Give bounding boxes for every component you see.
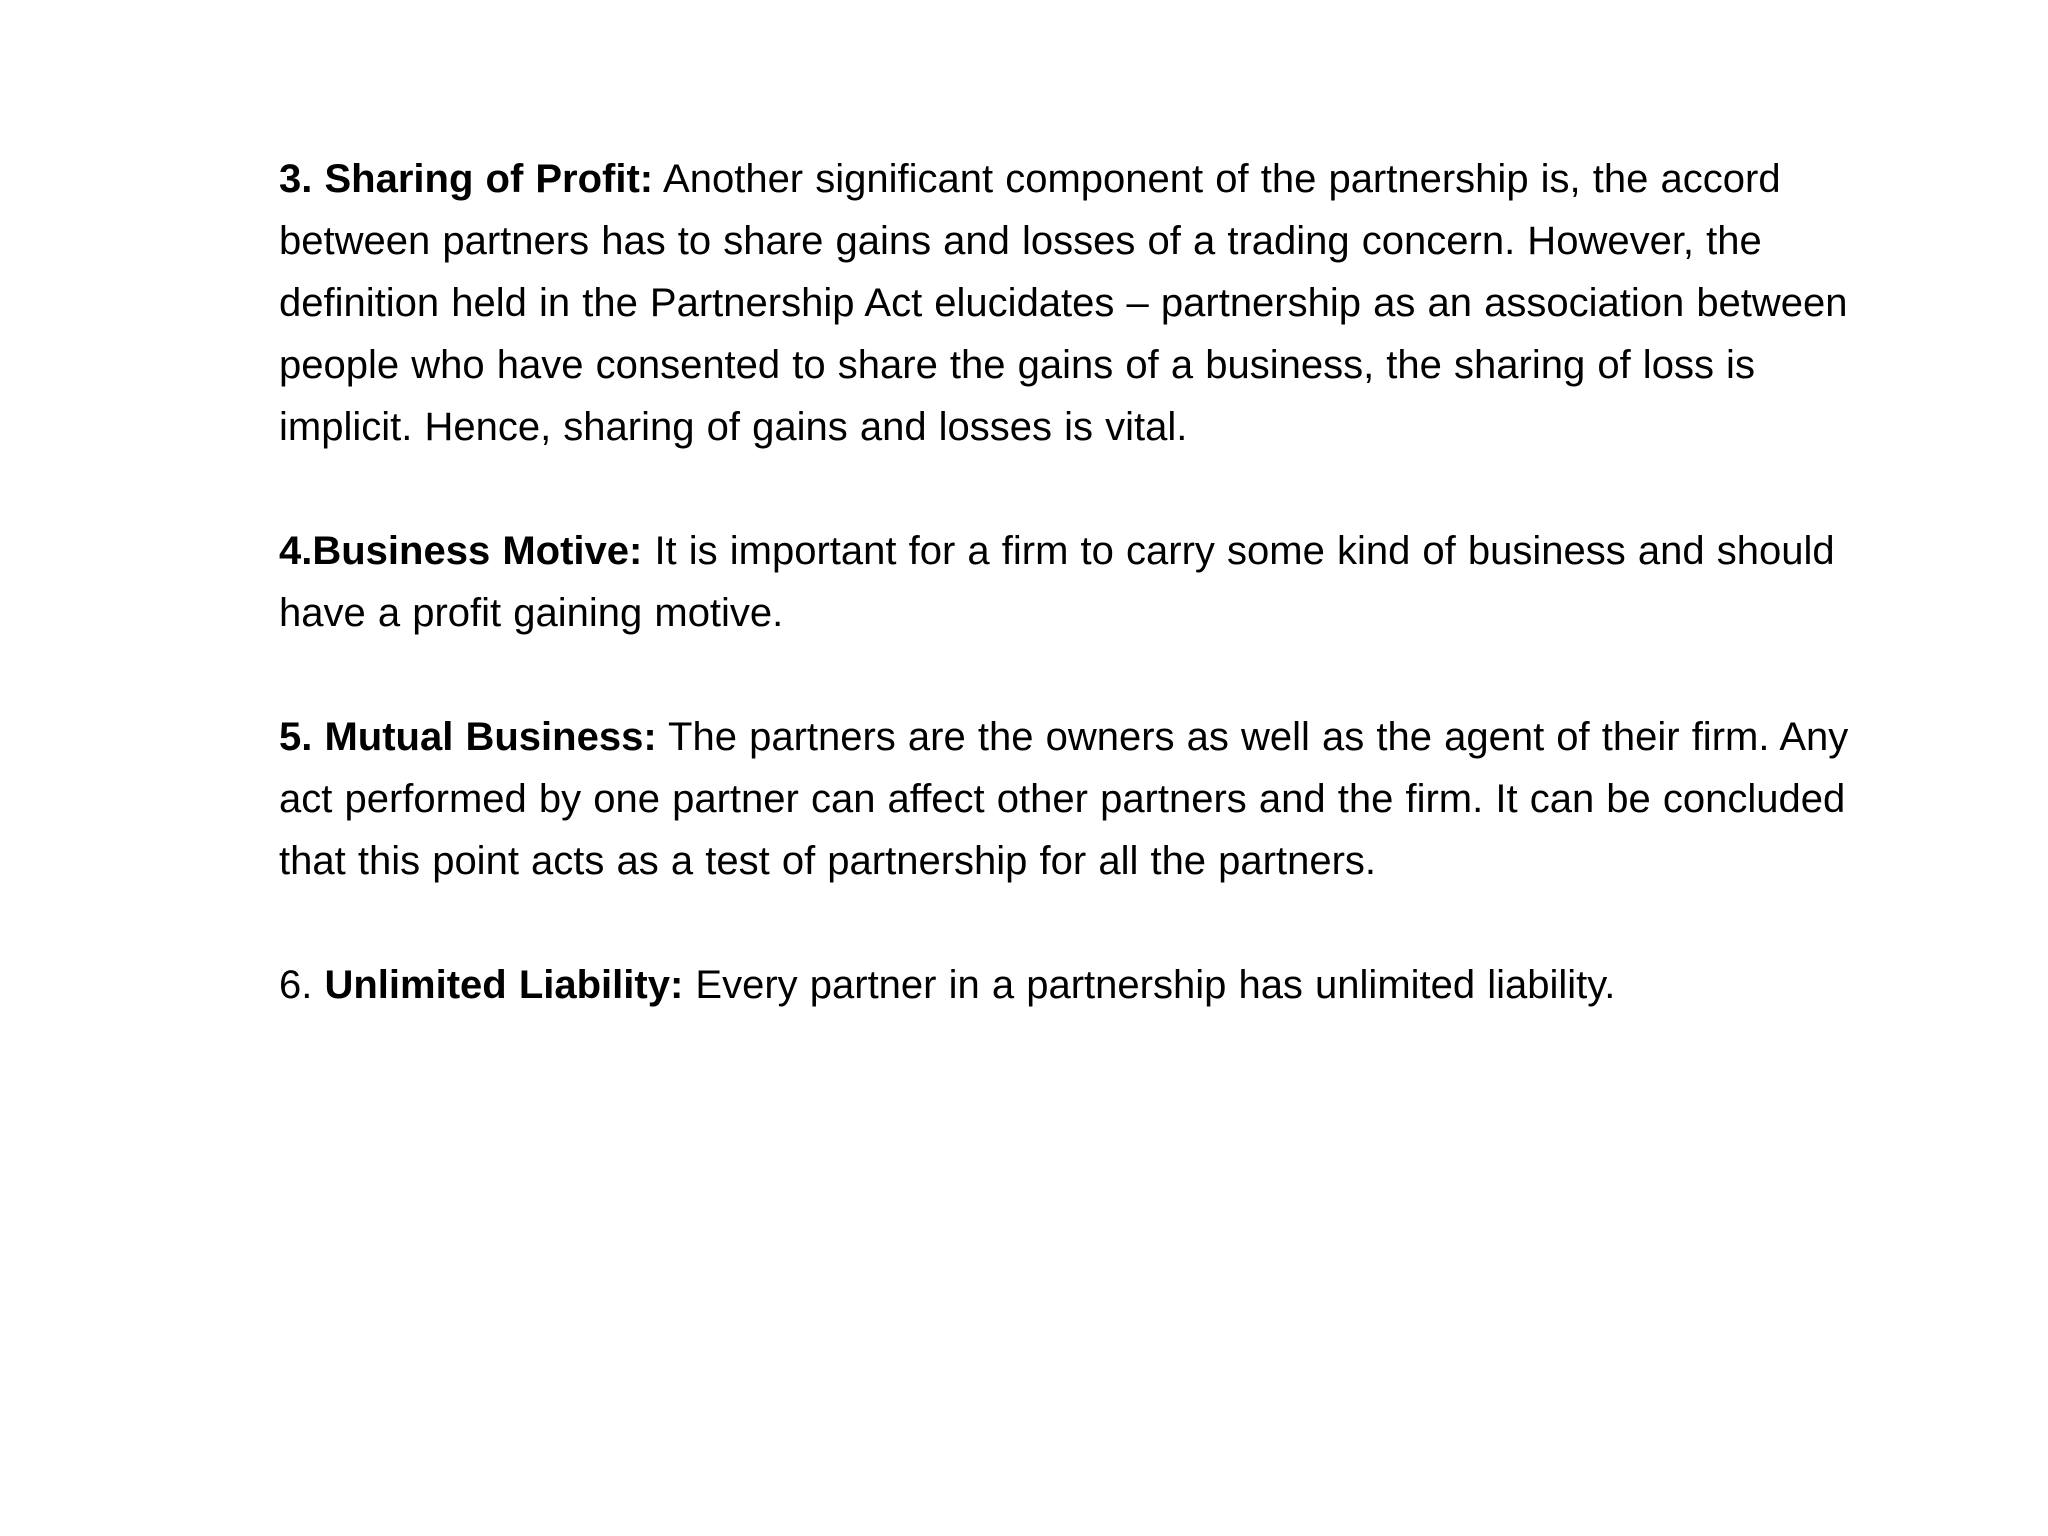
slide-content — [279, 148, 1899, 1016]
point-body: Another significant component of the partnership is, the accord between partners has to share gains and losses of a trading concern. However, the definition held in the Partnership Act elucidates – partnership as an association between people who have consented to share the gains of a business, the sharing of loss is implicit. Hence, sharing of gains and losses is vital. — [279, 157, 1848, 449]
point-heading: Unlimited Liability: — [324, 963, 684, 1007]
point-mutual-business — [279, 706, 1899, 892]
point-number: 6. — [279, 963, 325, 1007]
point-number: 4. — [279, 529, 313, 573]
point-heading: Business Motive: — [312, 529, 643, 573]
point-body: It is important for a firm to carry some kind of business and should have a profit gaining motive. — [279, 529, 1835, 635]
point-number: 3. — [279, 157, 325, 201]
point-heading: Sharing of Profit: — [324, 157, 654, 201]
point-sharing-of-profit — [279, 148, 1899, 458]
point-heading: Mutual Business: — [324, 715, 657, 759]
point-body: Every partner in a partnership has unlimited liability. — [683, 963, 1616, 1007]
point-unlimited-liability — [279, 954, 1899, 1016]
point-business-motive — [279, 520, 1899, 644]
point-number: 5. — [279, 715, 325, 759]
point-body: The partners are the owners as well as the agent of their firm. Any act performed by one partner can affect other partners and the firm. It can be concluded that this point acts as a test of partnership for all the partners. — [279, 715, 1849, 883]
